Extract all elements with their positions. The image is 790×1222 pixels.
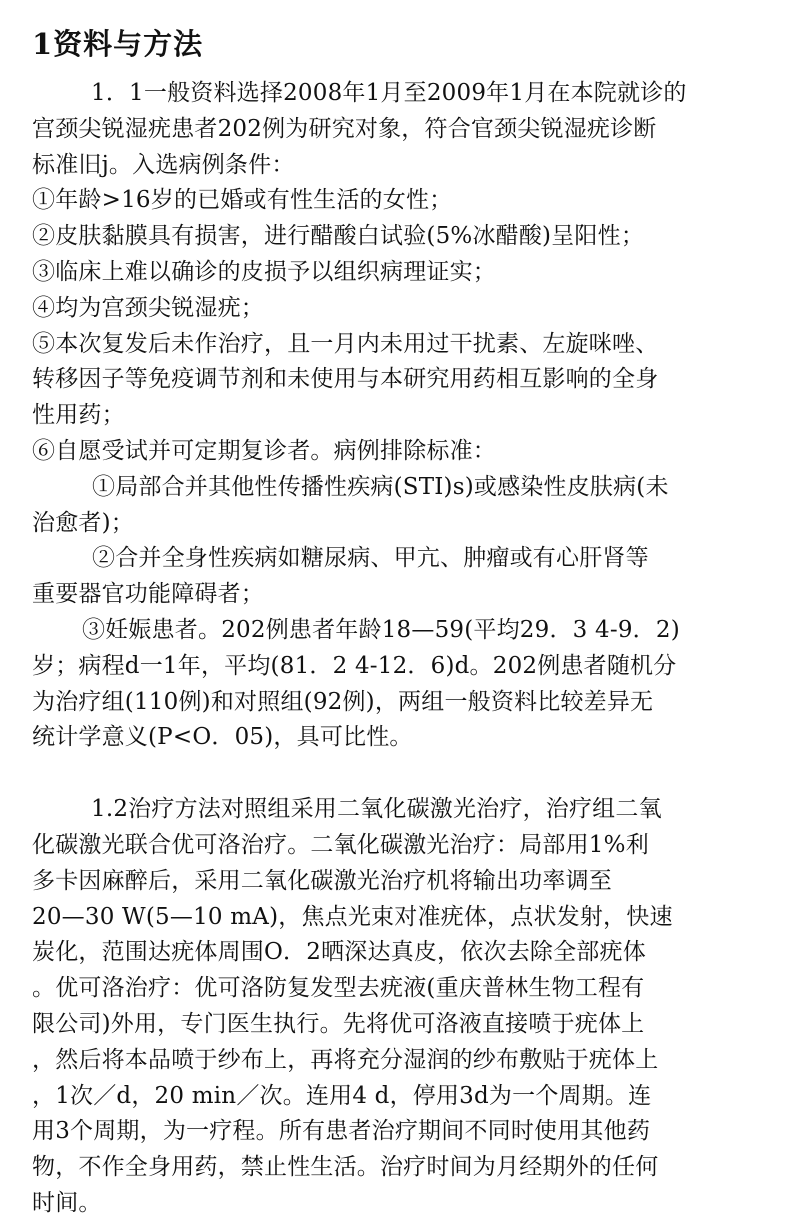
paragraph-gap	[32, 756, 772, 792]
text-line: 用3个周期，为一疗程。所有患者治疗期间不同时使用其他药	[32, 1118, 651, 1145]
paragraph-general-data	[32, 76, 772, 756]
document-page	[32, 22, 772, 1222]
paragraph-treatment-method	[32, 792, 772, 1222]
text-line: ，然后将本品喷于纱布上，再将充分湿润的纱布敷贴于疣体上	[32, 1046, 659, 1073]
text-line: 时间。	[32, 1189, 102, 1216]
text-line: ②合并全身性疾病如糖尿病、甲亢、肿瘤或有心肝肾等	[92, 545, 649, 572]
text-line: 限公司)外用，专门医生执行。先将优可洛液直接喷于疣体上	[32, 1010, 645, 1037]
text-line: 重要器官功能障碍者；	[32, 581, 264, 608]
section-heading: 1资料与方法	[32, 27, 204, 61]
text-line: 统计学意义(P<O．05)，具可比性。	[32, 724, 413, 751]
text-line: 。优可洛治疗：优可洛防复发型去疣液(重庆普林生物工程有	[32, 975, 645, 1002]
text-line: 20—30 W(5—10 mA)，焦点光束对准疣体，点状发射，快速	[32, 903, 673, 930]
text-line: 1．1一般资料选择2008年1月至2009年1月在本院就诊的	[91, 80, 687, 106]
text-line: ①局部合并其他性传播性疾病(STI)s)或感染性皮肤病(未	[92, 473, 669, 500]
text-line: ⑥自愿受试并可定期复诊者。病例排除标准：	[32, 437, 496, 464]
text-line: 岁；病程d一1年，平均(81．2 4-12．6)d。202例患者随机分	[32, 652, 677, 679]
text-line: ，1次／d，20 min／次。连用4 d，停用3d为一个周期。连	[32, 1082, 652, 1109]
text-line: 为治疗组(110例)和对照组(92例)，两组一般资料比较差异无	[32, 688, 654, 715]
text-line: ③妊娠患者。202例患者年龄18—59(平均29．3 4-9．2)	[82, 616, 680, 643]
text-line: ①年龄>16岁的已婚或有性生活的女性；	[32, 187, 453, 214]
text-line: 治愈者)；	[32, 509, 134, 536]
text-line: 转移因子等免疫调节剂和未使用与本研究用药相互影响的全身	[32, 366, 659, 393]
text-line: 物，不作全身用药，禁止性生活。治疗时间为月经期外的任何	[32, 1154, 659, 1181]
text-line: 性用药；	[32, 402, 125, 429]
text-line: ③临床上难以确诊的皮损予以组织病理证实；	[32, 258, 496, 285]
text-line: 炭化，范围达疣体周围O．2晒深达真皮，依次去除全部疣体	[32, 939, 646, 966]
text-line: 1.2治疗方法对照组采用二氧化碳激光治疗，治疗组二氧	[91, 796, 662, 823]
text-line: 标准旧j。入选病例条件：	[32, 151, 295, 178]
text-line: 化碳激光联合优可洛治疗。二氧化碳激光治疗：局部用1%利	[32, 831, 649, 858]
text-line: ⑤本次复发后未作治疗，且一月内未用过干扰素、左旋咪唑、	[32, 330, 659, 357]
text-line: 多卡因麻醉后，采用二氧化碳激光治疗机将输出功率调至	[32, 867, 612, 894]
text-line: ②皮肤黏膜具有损害，进行醋酸白试验(5%冰醋酸)呈阳性；	[32, 223, 645, 250]
text-line: 宫颈尖锐湿疣患者202例为研究对象，符合官颈尖锐湿疣诊断	[32, 115, 657, 142]
text-line: ④均为宫颈尖锐湿疣；	[32, 294, 264, 321]
